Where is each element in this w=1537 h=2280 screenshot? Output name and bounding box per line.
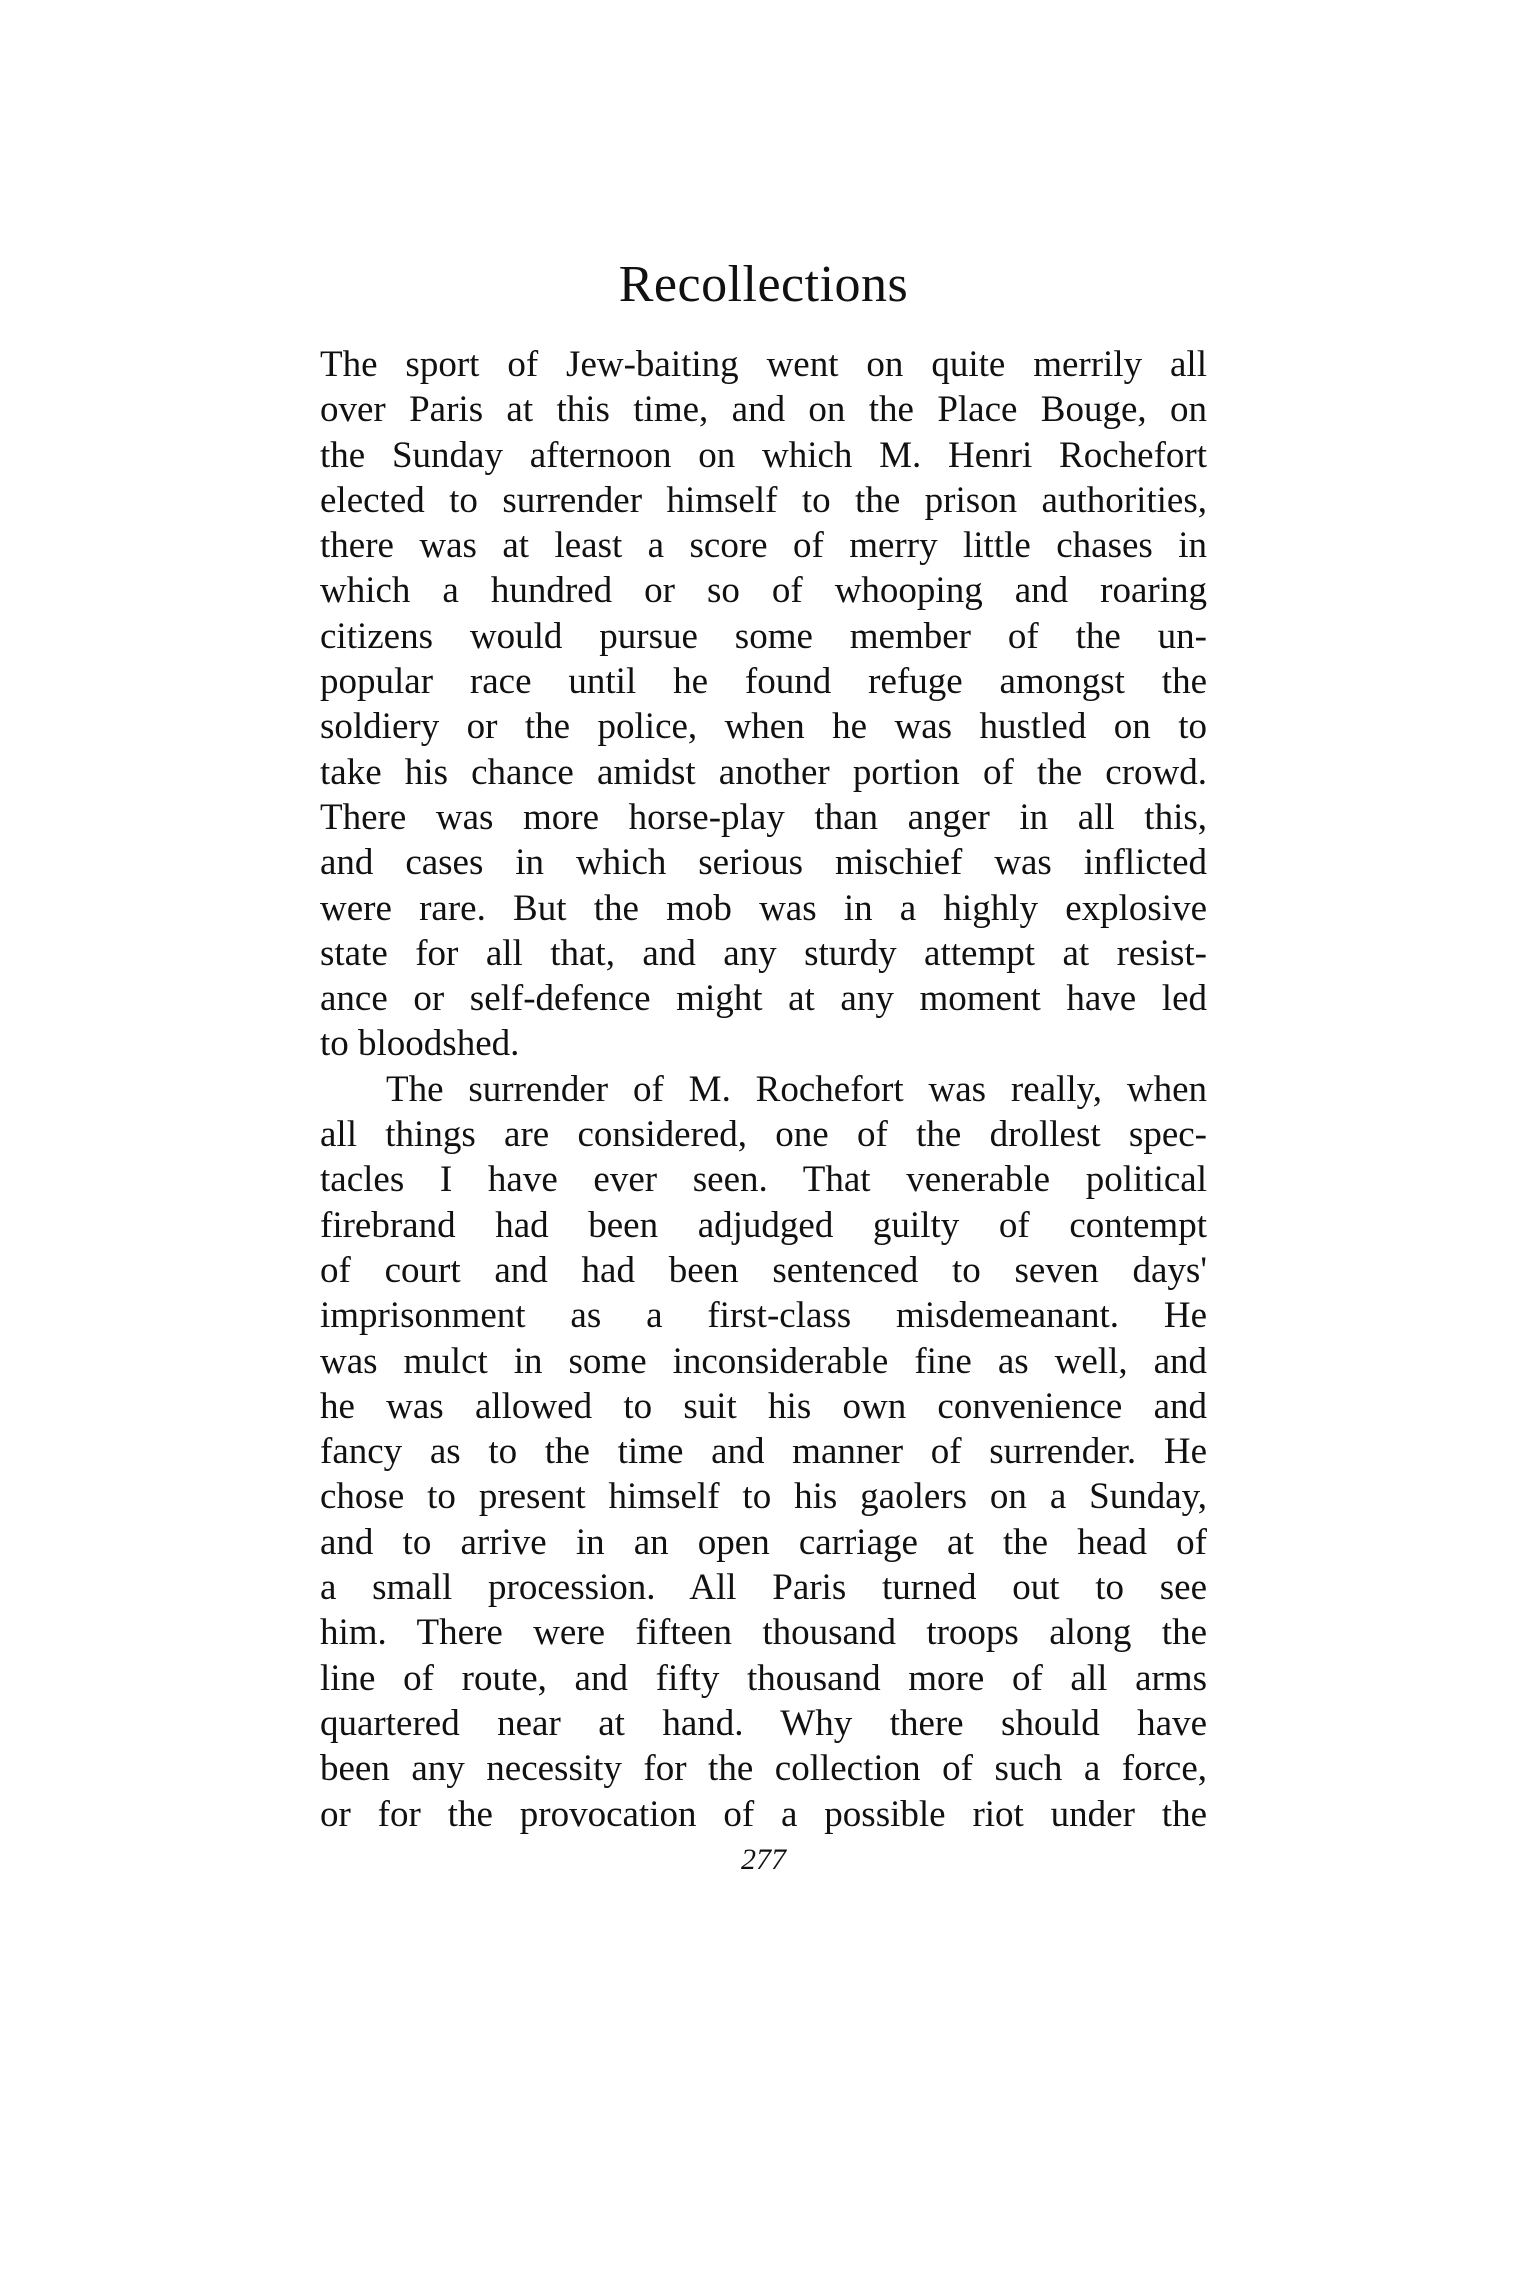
text-line: a small procession. All Paris turned out to see [320, 1567, 1207, 1609]
text-line: There was more horse-play than anger in all this, [320, 796, 1207, 838]
text-line: the Sunday afternoon on which M. Henri Rochefort [320, 434, 1207, 476]
text-line: over Paris at this time, and on the Place Bouge, on [320, 389, 1207, 431]
text-line: citizens would pursue some member of the un- [320, 615, 1207, 657]
text-line: tacles I have ever seen. That venerable political [320, 1159, 1207, 1201]
text-line: popular race until he found refuge amongst the [320, 661, 1207, 703]
text-line: The surrender of M. Rochefort was really, when [386, 1068, 1207, 1110]
text-line: all things are considered, one of the drollest spec- [320, 1114, 1207, 1156]
text-line: fancy as to the time and manner of surrender. He [320, 1431, 1207, 1473]
text-line: him. There were fifteen thousand troops along the [320, 1612, 1207, 1654]
text-line: state for all that, and any sturdy attempt at resist- [320, 932, 1207, 974]
text-line: there was at least a score of merry little chases in [320, 525, 1207, 567]
text-line: were rare. But the mob was in a highly explosive [320, 887, 1207, 929]
body-text [320, 342, 1207, 1837]
text-line: elected to surrender himself to the prison authorities, [320, 479, 1207, 521]
text-line: firebrand had been adjudged guilty of contempt [320, 1204, 1207, 1246]
text-line: was mulct in some inconsiderable fine as well, and [320, 1340, 1207, 1382]
running-head: Recollections [618, 256, 909, 313]
text-line: line of route, and fifty thousand more of all arms [320, 1657, 1207, 1699]
text-line: imprisonment as a first-class misdemeanant. He [320, 1295, 1207, 1337]
text-line: and cases in which serious mischief was inflicted [320, 842, 1207, 884]
text-line: quartered near at hand. Why there should have [320, 1702, 1207, 1744]
text-line: he was allowed to suit his own convenience and [320, 1385, 1207, 1427]
text-line: which a hundred or so of whooping and roaring [320, 570, 1207, 612]
text-line: been any necessity for the collection of such a force, [320, 1748, 1207, 1790]
text-line: and to arrive in an open carriage at the head of [320, 1521, 1207, 1563]
text-line: or for the provocation of a possible riot under the [320, 1793, 1207, 1835]
text-line: of court and had been sentenced to seven days' [320, 1249, 1207, 1291]
text-line: soldiery or the police, when he was hustled on to [320, 706, 1207, 748]
text-line: ance or self-defence might at any moment have led [320, 978, 1207, 1020]
text-line: chose to present himself to his gaolers on a Sunday, [320, 1476, 1207, 1518]
text-line: take his chance amidst another portion of the crowd. [320, 751, 1207, 793]
text-line: to bloodshed. [320, 1023, 520, 1065]
text-line: The sport of Jew-baiting went on quite merrily all [320, 344, 1207, 385]
page-number: 277 [741, 1843, 786, 1876]
